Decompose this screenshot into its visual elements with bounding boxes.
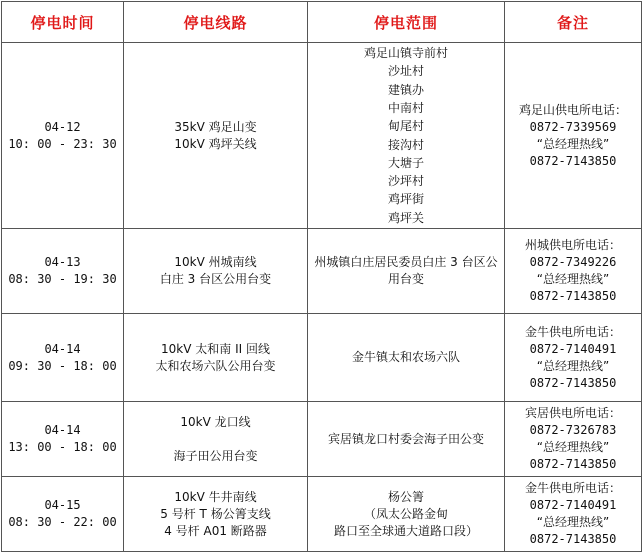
range-item: 路口至全球通大道路口段） [333, 523, 478, 538]
outage-time: 13: 00 - 18: 00 [8, 440, 117, 454]
note-cell [505, 402, 642, 477]
range-item: 接沟村 [387, 137, 424, 152]
header-range: 停电范围 [308, 2, 505, 43]
hotline-phone: 0872-7143850 [529, 457, 617, 471]
note-cell [505, 229, 642, 314]
office-phone-label: 金牛供电所电话： [524, 481, 621, 495]
range-item: 鸡坪关 [387, 210, 424, 225]
note-cell [505, 314, 642, 402]
note-cell [505, 43, 642, 229]
table-row [2, 402, 642, 477]
line-name: 10kV 州城南线 [174, 255, 257, 269]
range-cell [308, 314, 505, 402]
line-name: 10kV 龙口线 [180, 414, 251, 429]
range-item: 鸡足山镇寺前村 [363, 46, 448, 61]
line-cell [124, 477, 308, 552]
hotline-label: “总经理热线” [536, 272, 610, 286]
header-row [2, 2, 642, 43]
outage-time: 08: 30 - 22: 00 [8, 515, 117, 529]
range-cell [308, 229, 505, 314]
hotline-label: “总经理热线” [536, 358, 610, 373]
outage-time: 08: 30 - 19: 30 [8, 272, 117, 286]
office-phone: 0872-7349226 [529, 255, 617, 269]
range-item: 金牛镇太和农场六队 [351, 350, 460, 364]
range-item: （凤太公路金甸 [363, 506, 448, 521]
line-name: 10kV 鸡坪关线 [174, 136, 257, 151]
range-item: 甸尾村 [387, 119, 424, 134]
table-row [2, 43, 642, 229]
office-phone: 0872-7140491 [529, 341, 617, 356]
line-name: 35kV 鸡足山变 [174, 119, 257, 134]
line-name: 4 号杆 A01 断路器 [164, 523, 267, 538]
outage-date: 04-14 [44, 341, 81, 356]
hotline-label: “总经理热线” [536, 515, 610, 529]
table-row [2, 477, 642, 552]
line-gap [126, 431, 305, 448]
time-cell [2, 477, 124, 552]
hotline-phone: 0872-7143850 [529, 532, 617, 546]
outage-date: 04-15 [44, 498, 81, 512]
outage-time: 10: 00 - 23: 30 [8, 136, 117, 151]
note-cell [505, 477, 642, 552]
hotline-phone: 0872-7143850 [529, 375, 617, 390]
line-name: 白庄 3 台区公用台变 [159, 272, 272, 286]
line-cell [124, 402, 308, 477]
outage-date: 04-12 [44, 119, 81, 134]
office-phone: 0872-7140491 [529, 498, 617, 512]
table-row [2, 314, 642, 402]
line-name: 10kV 太和南 II 回线 [161, 341, 270, 356]
range-cell [308, 43, 505, 229]
range-item: 中南村 [387, 100, 424, 115]
range-item: 杨公箐 [387, 489, 424, 504]
range-item: 大塘子 [387, 155, 424, 170]
hotline-phone: 0872-7143850 [529, 153, 617, 168]
hotline-phone: 0872-7143850 [529, 289, 617, 303]
office-phone-label: 宾居供电所电话： [524, 406, 621, 420]
line-cell [124, 43, 308, 229]
office-phone-label: 金牛供电所电话： [524, 324, 621, 339]
line-cell [124, 314, 308, 402]
line-name: 10kV 牛井南线 [174, 489, 257, 504]
header-line: 停电线路 [124, 2, 308, 43]
outage-table [1, 1, 642, 552]
time-cell [2, 43, 124, 229]
range-item: 鸡坪街 [387, 192, 424, 207]
time-cell [2, 229, 124, 314]
range-item: 宾居镇龙口村委会海子田公变 [327, 431, 484, 446]
hotline-label: “总经理热线” [536, 440, 610, 454]
range-item: 建镇办 [387, 82, 424, 97]
outage-date: 04-13 [44, 255, 81, 269]
office-phone: 0872-7339569 [529, 119, 617, 134]
table-row [2, 229, 642, 314]
header-time: 停电时间 [2, 2, 124, 43]
office-phone-label: 州城供电所电话： [524, 238, 621, 252]
line-name: 5 号杆 T 杨公箐支线 [160, 506, 271, 521]
line-name: 海子田公用台变 [173, 448, 258, 463]
outage-date: 04-14 [44, 423, 81, 437]
line-cell [124, 229, 308, 314]
office-phone: 0872-7326783 [529, 423, 617, 437]
time-cell [2, 402, 124, 477]
range-cell [308, 477, 505, 552]
range-cell [308, 402, 505, 477]
office-phone-label: 鸡足山供电所电话： [518, 102, 627, 117]
range-item: 沙坪村 [387, 174, 424, 189]
header-note: 备注 [505, 2, 642, 43]
hotline-label: “总经理热线” [536, 136, 610, 151]
range-item: 州城镇白庄居民委员白庄 3 台区公用台变 [314, 255, 498, 286]
time-cell [2, 314, 124, 402]
outage-time: 09: 30 - 18: 00 [8, 358, 117, 373]
line-name: 太和农场六队公用台变 [155, 358, 276, 373]
range-item: 沙址村 [387, 64, 424, 79]
